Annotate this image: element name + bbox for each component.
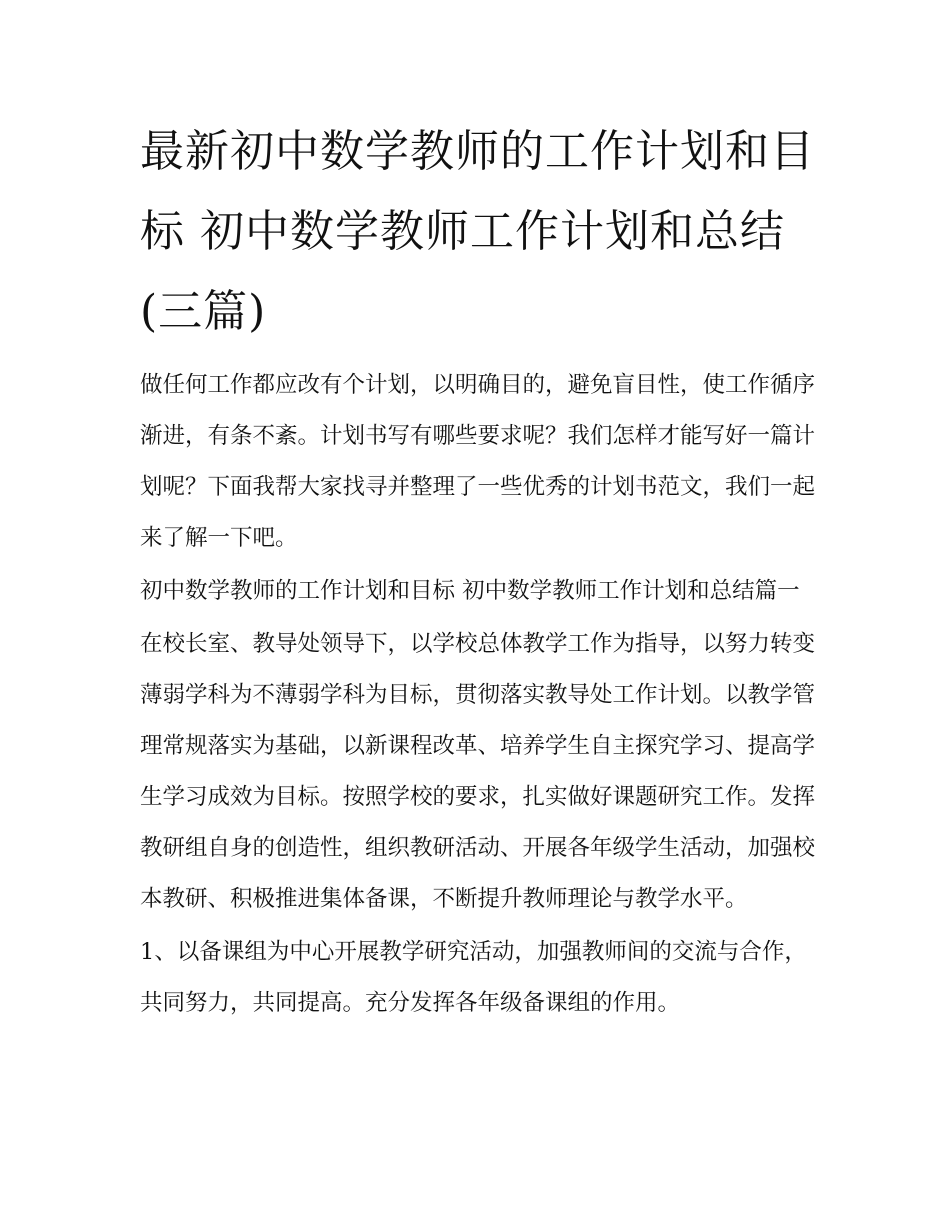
list-item-1: 1、以备课组为中心开展教学研究活动，加强教师间的交流与合作，共同努力，共同提高。充分发挥各年级备课组的作用。 xyxy=(140,939,807,1016)
document-page xyxy=(140,112,820,1029)
body-paragraph: 在校长室、教导处领导下，以学校总体教学工作为指导，以努力转变薄弱学科为不薄弱学科为目标，贯彻落实教导处工作计划。以教学管理常规落实为基础，以新课程改革、培养学生自主探究学习、提高学生学习成效为目标。按照学校的要求，扎实做好课题研究工作。发挥教研组自身的创造性，组织教研活动、开展各年级学生活动，加强校本教研、积极推进集体备课，不断提升教师理论与教学水平。 xyxy=(140,631,816,912)
section-subheading: 初中数学教师的工作计划和目标 初中数学教师工作计划和总结篇一 xyxy=(140,578,800,604)
intro-paragraph: 做任何工作都应改有个计划，以明确目的，避免盲目性，使工作循序渐进，有条不紊。计划书写有哪些要求呢？我们怎样才能写好一篇计划呢？下面我帮大家找寻并整理了一些优秀的计划书范文，我们一起来了解一下吧。 xyxy=(140,372,816,551)
document-title: 最新初中数学教师的工作计划和目标 初中数学教师工作计划和总结(三篇) xyxy=(140,126,815,337)
